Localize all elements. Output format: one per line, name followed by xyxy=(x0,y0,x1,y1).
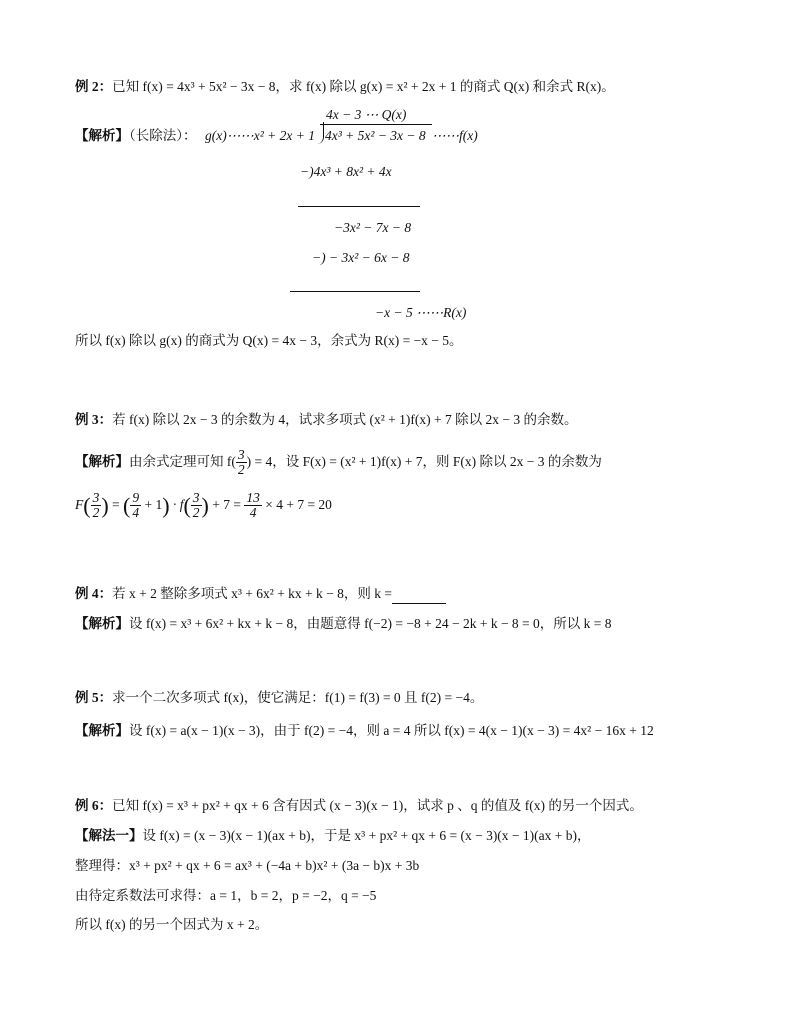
division-setup xyxy=(75,126,197,146)
fraction-denominator: 2 xyxy=(237,462,245,478)
example-5-title: 例 5： xyxy=(75,690,113,705)
example-4-statement: 若 x + 2 整除多项式 x³ + 6x² + kx + k − 8，则 k = xyxy=(112,586,393,601)
solution-text-a: 由余式定理可知 f( xyxy=(129,454,236,469)
example-5-solution xyxy=(75,721,654,741)
example-2-conclusion: 所以 f(x) 除以 g(x) 的商式为 Q(x) = 4x − 3，余式为 R(x) = −x − 5。 xyxy=(75,333,463,348)
solution-text: 设 f(x) = a(x − 1)(x − 3)，由于 f(2) = −4，则 a = 4 所以 f(x) = 4(x − 1)(x − 3) = 4x² − 16x + 12 xyxy=(129,723,654,738)
division-rule-2 xyxy=(290,291,420,292)
method-label: （长除法）： xyxy=(129,128,197,143)
example-4-line xyxy=(75,584,446,604)
jiefa-label: 【解法一】 xyxy=(75,828,143,843)
calc-fraction-b xyxy=(130,491,141,520)
division-bar xyxy=(320,124,432,125)
example-5-statement: 求一个二次多项式 f(x)，使它满足：f(1) = f(3) = 0 且 f(2) = −4。 xyxy=(112,690,484,705)
quotient-line: 4x − 3 ⋯ Q(x) xyxy=(326,107,407,122)
fraction-3-2 xyxy=(236,448,247,477)
example-2-statement: 已知 f(x) = 4x³ + 5x² − 3x − 8，求 f(x) 除以 g(x) = x² + 2x + 1 的商式 Q(x) 和余式 R(x)。 xyxy=(112,79,615,94)
jiexi-label: 【解析】 xyxy=(75,723,129,738)
calc-plus-one: + 1 xyxy=(141,497,163,512)
division-remainder: −x − 5 ⋯⋯R(x) xyxy=(375,305,467,320)
solution-line-1: 设 f(x) = (x − 3)(x − 1)(ax + b)，于是 x³ + px² + qx + 6 = (x − 3)(x − 1)(ax + b)， xyxy=(142,828,591,843)
example-6-title: 例 6： xyxy=(75,798,113,813)
jiexi-label: 【解析】 xyxy=(75,128,129,143)
calc-tail: × 4 + 7 = 20 xyxy=(261,497,332,512)
solution-line-4: 所以 f(x) 的另一个因式为 x + 2。 xyxy=(75,917,269,932)
fraction-denominator: 4 xyxy=(132,505,140,521)
solution-line-3: 由待定系数法可求得：a = 1，b = 2，p = −2，q = −5 xyxy=(75,888,377,903)
calc-F: F xyxy=(75,497,84,512)
solution-text-b: ) = 4，设 F(x) = (x² + 1)f(x) + 7，则 F(x) 除以 2x − 3 的余数为 xyxy=(246,454,602,469)
example-6-method-1 xyxy=(75,826,591,846)
dividend-label: ⋯⋯f(x) xyxy=(432,128,478,143)
example-5-line xyxy=(75,688,483,708)
division-step-2: −3x² − 7x − 8 xyxy=(334,220,412,235)
fraction-numerator: 3 xyxy=(92,490,100,506)
solution-text: 设 f(x) = x³ + 6x² + kx + k − 8，由题意得 f(−2) = −8 + 24 − 2k + k − 8 = 0，所以 k = 8 xyxy=(129,616,612,631)
calc-eq: = xyxy=(108,497,124,512)
example-3-calculation: F( $\frac{3}{2}$ ) = ( $\frac{9}{4}$ + 1) · f( $\frac{3}{2}$ ) + 7 = $\frac{13}{4}$ × 4 + 7 = 20 xyxy=(75,490,332,521)
calc-dot-f: · f xyxy=(169,497,184,512)
division-bracket xyxy=(317,122,324,144)
division-step-1: −)4x³ + 8x² + 4x xyxy=(300,164,392,179)
example-2-line xyxy=(75,77,615,97)
solution-line-2: 整理得：x³ + px² + qx + 6 = ax³ + (−4a + b)x² + (3a − b)x + 3b xyxy=(75,858,420,873)
example-4-solution xyxy=(75,614,612,634)
fraction-numerator: 13 xyxy=(246,490,260,506)
example-3-title: 例 3： xyxy=(75,412,113,427)
example-3-solution-line xyxy=(75,447,602,477)
example-4-title: 例 4： xyxy=(75,586,113,601)
calc-fraction-a2 xyxy=(191,491,202,520)
fraction-numerator: 3 xyxy=(237,447,245,463)
example-6-statement: 已知 f(x) = x³ + px² + qx + 6 含有因式 (x − 3)(x − 1)，试求 p 、q 的值及 f(x) 的另一个因式。 xyxy=(112,798,643,813)
divisor-label: g(x)⋯⋯x² + 2x + 1 xyxy=(205,128,315,143)
answer-blank xyxy=(392,589,446,604)
calc-plus-seven: + 7 = xyxy=(208,497,245,512)
fraction-denominator: 2 xyxy=(92,505,100,521)
calc-fraction-a xyxy=(91,491,102,520)
dividend: 4x³ + 5x² − 3x − 8 xyxy=(325,128,426,143)
calc-fraction-c xyxy=(244,491,262,520)
example-3-line xyxy=(75,410,577,430)
division-step-3: −) − 3x² − 6x − 8 xyxy=(312,250,410,265)
division-rule-1 xyxy=(298,206,420,207)
example-2-title: 例 2： xyxy=(75,79,113,94)
jiexi-label: 【解析】 xyxy=(75,616,129,631)
fraction-denominator: 4 xyxy=(249,505,257,521)
jiexi-label: 【解析】 xyxy=(75,454,129,469)
fraction-numerator: 9 xyxy=(132,490,140,506)
example-3-statement: 若 f(x) 除以 2x − 3 的余数为 4，试求多项式 (x² + 1)f(x) + 7 除以 2x − 3 的余数。 xyxy=(112,412,578,427)
fraction-numerator: 3 xyxy=(192,490,200,506)
example-6-line xyxy=(75,796,643,816)
fraction-denominator: 2 xyxy=(192,505,200,521)
